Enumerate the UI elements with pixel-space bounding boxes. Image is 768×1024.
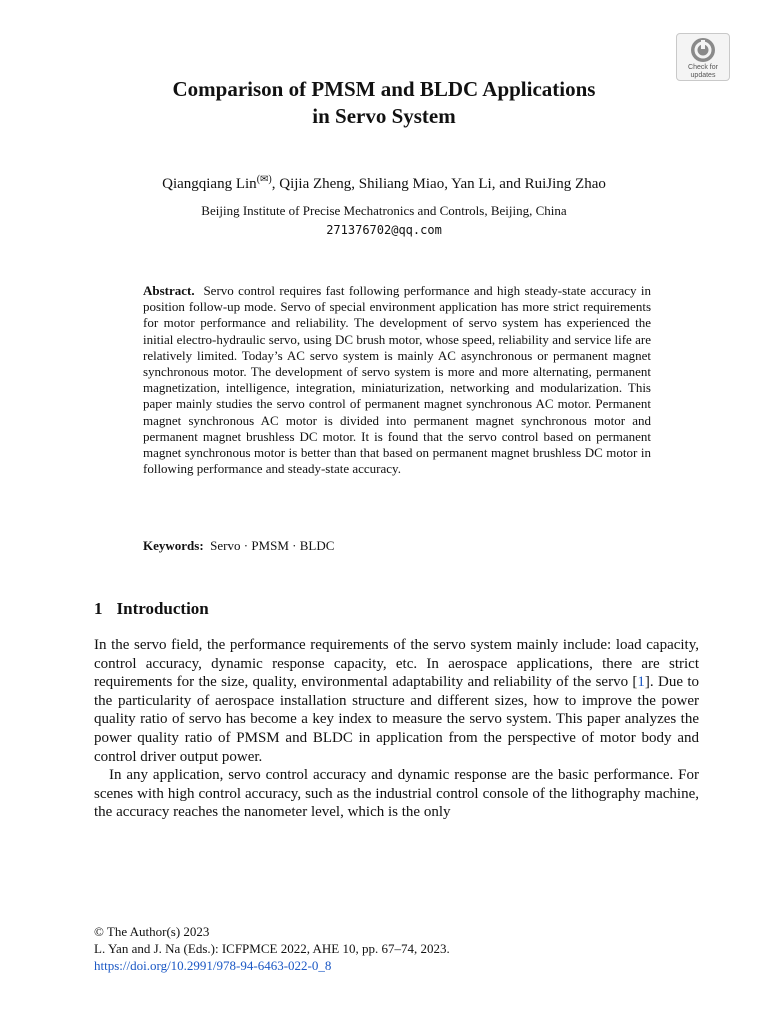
other-authors: , Qijia Zheng, Shiliang Miao, Yan Li, and RuiJing Zhao: [271, 176, 606, 192]
check-for-updates-label: Check for updates: [688, 64, 718, 79]
paragraph-1: [94, 636, 699, 766]
keywords-text: Servo · PMSM · BLDC: [210, 538, 335, 553]
footer: [94, 923, 450, 974]
citation-link[interactable]: 1: [637, 674, 645, 691]
corresponding-author: Qiangqiang Lin: [162, 176, 257, 192]
envelope-icon: (✉): [256, 174, 272, 185]
affiliation: Beijing Institute of Precise Mechatronics and Controls, Beijing, China: [201, 203, 567, 218]
paragraph-2: In any application, servo control accuracy and dynamic response are the basic performance. For scenes with high control accuracy, such as the industrial control console of the lithography machine, the accuracy reaches the nanometer level, which is the only: [94, 767, 699, 821]
paragraph-1-start: In the servo field, the performance requirements of the servo system mainly include: load capacity, control accuracy, dynamic response capacity, etc. In aerospace applications, there are strict requirements for the size, quality, environmental adaptability and reliability of the servo [: [94, 637, 699, 691]
body-text: [94, 636, 699, 822]
abstract-text: Servo control requires fast following performance and high steady-state accuracy in position follow-up mode. Servo of special environment application has more strict requirements for motor performance and reliability. The development of servo system has experienced the initial electro-hydraulic servo, using DC brush motor, whose speed, reliability and service life are relatively limited. Today’s AC servo system is mainly AC asynchronous or permanent magnet synchronous motor. The development of servo system is more and more alternating, permanent magnetization, intelligence, integration, miniaturization, networking and modularization. This paper mainly studies the servo control of permanent magnet synchronous AC motor. Permanent magnet synchronous AC motor is divided into permanent magnet synchronous motor and permanent magnet brushless DC motor. It is found that the servo control based on permanent magnet synchronous motor is better than that based on permanent magnet brushless DC motor in following performance and steady-state accuracy.: [143, 283, 652, 477]
abstract: [143, 283, 651, 477]
check-for-updates-icon: [690, 37, 716, 63]
abstract-label: Abstract.: [143, 283, 195, 298]
author-email[interactable]: 271376702@qq.com: [326, 223, 442, 237]
title-line-1: Comparison of PMSM and BLDC Applications: [172, 77, 596, 101]
paragraph-1-end: ]. Due to the particularity of aerospace installation structure and different sizes, how to improve the power quality ratio of servo has become a key index to measure the servo system. This paper analyzes the power quality ratio of PMSM and BLDC in application from the perspective of motor body and control driver output power.: [94, 674, 700, 765]
section-title: Introduction: [116, 599, 209, 618]
keywords-label: Keywords:: [143, 538, 204, 553]
copyright-line: © The Author(s) 2023: [94, 924, 210, 939]
check-for-updates-badge[interactable]: [676, 33, 730, 81]
citation-line: L. Yan and J. Na (Eds.): ICFPMCE 2022, AHE 10, pp. 67–74, 2023.: [94, 941, 450, 956]
title-line-2: in Servo System: [312, 104, 456, 128]
section-heading: [94, 597, 209, 621]
doi-link[interactable]: https://doi.org/10.2991/978-94-6463-022-0_8: [94, 958, 332, 973]
paper-title: [0, 76, 768, 130]
author-list: [0, 170, 768, 194]
keywords: [143, 537, 651, 554]
section-number: 1: [94, 599, 103, 618]
